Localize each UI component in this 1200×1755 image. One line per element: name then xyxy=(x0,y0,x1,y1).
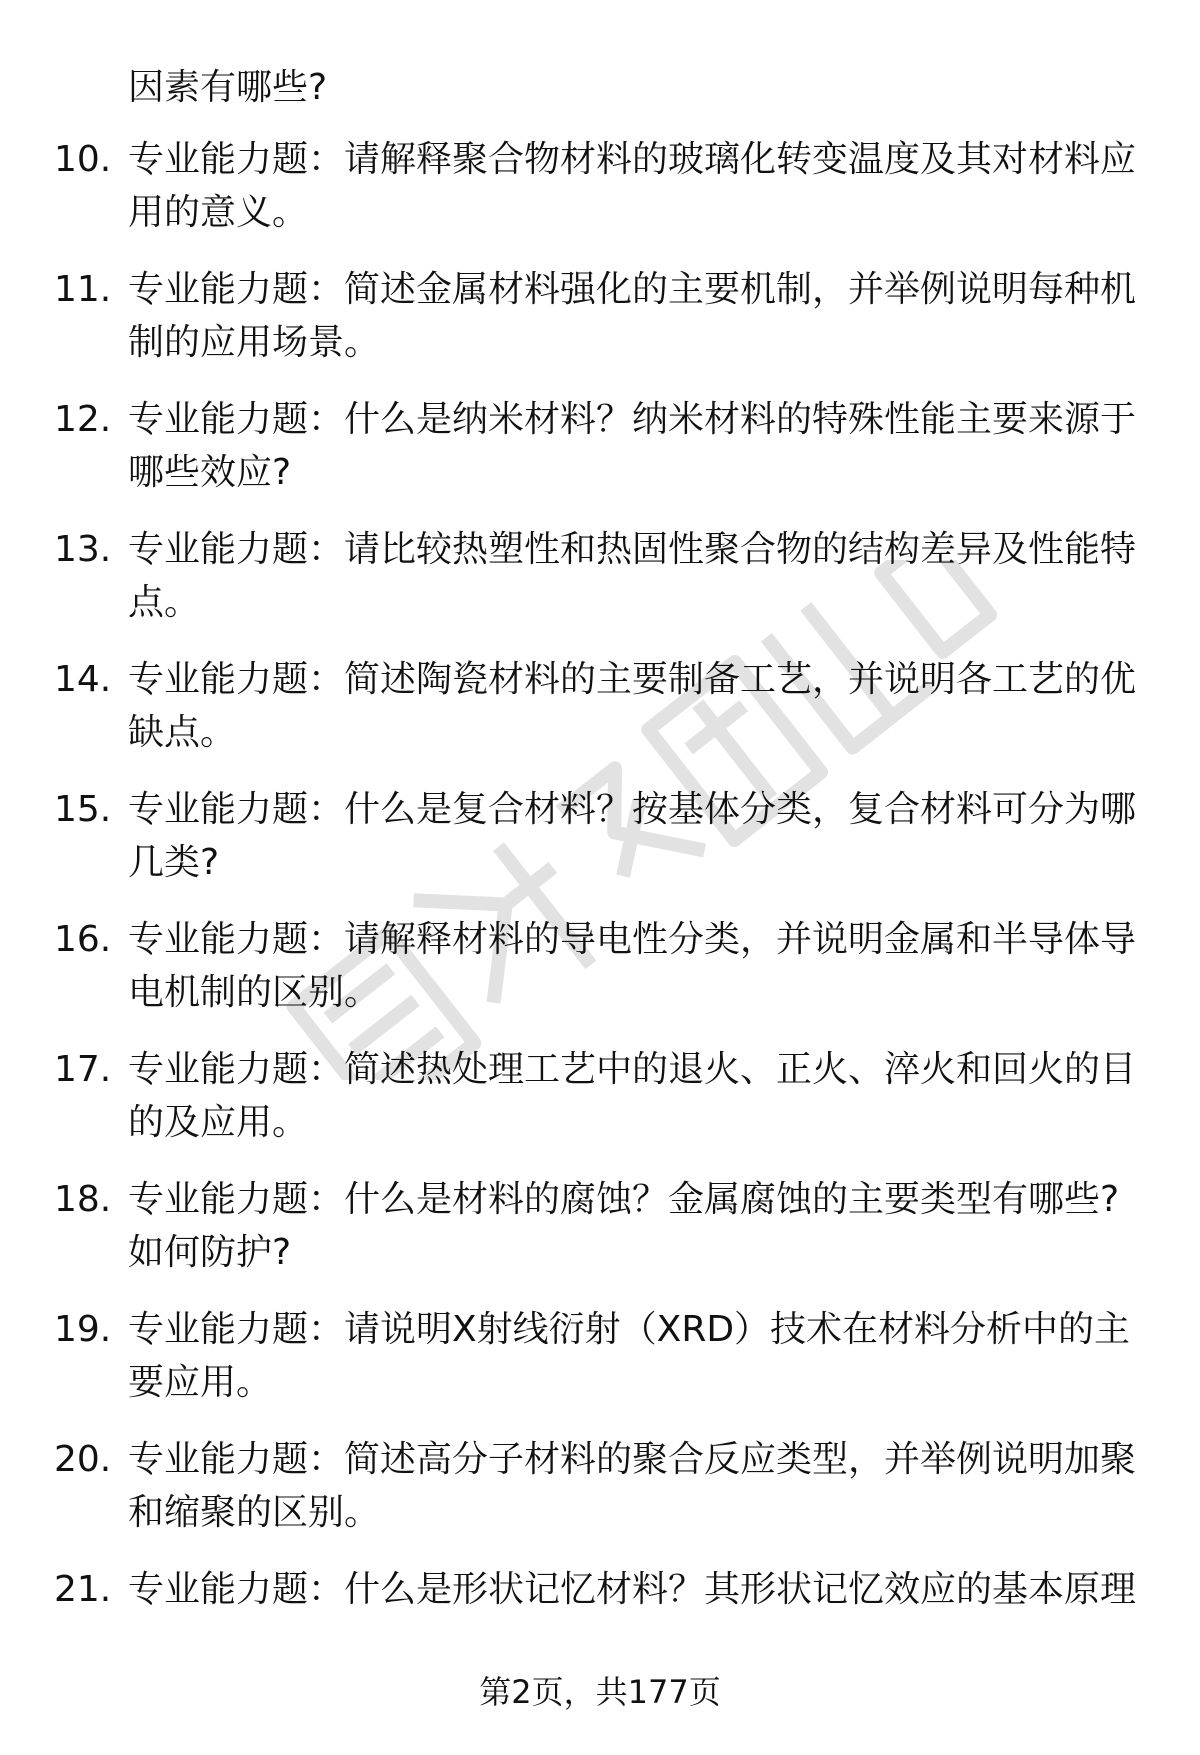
question-item xyxy=(0,260,1200,373)
question-item xyxy=(0,1430,1200,1543)
question-text xyxy=(128,260,1148,369)
question-number: 17. xyxy=(54,1049,112,1090)
question-line: 专业能力题：什么是复合材料？按基体分类，复合材料可分为哪 xyxy=(128,789,1137,830)
question-line: 和缩聚的区别。 xyxy=(128,1492,381,1533)
question-text xyxy=(128,1170,1148,1279)
question-line: 专业能力题：请比较热塑性和热固性聚合物的结构差异及性能特 xyxy=(128,529,1137,570)
question-line: 专业能力题：请说明X射线衍射（XRD）技术在材料分析中的主 xyxy=(128,1309,1131,1350)
question-item xyxy=(0,520,1200,633)
question-text xyxy=(128,650,1148,759)
question-item xyxy=(0,390,1200,503)
question-text xyxy=(128,910,1148,1019)
question-item xyxy=(0,1560,1200,1673)
question-number: 12. xyxy=(54,399,112,440)
question-text xyxy=(128,1560,1148,1616)
question-item xyxy=(0,1040,1200,1153)
question-line: 点。 xyxy=(128,582,201,623)
question-line: 电机制的区别。 xyxy=(128,972,381,1013)
question-number: 15. xyxy=(54,789,112,830)
question-list xyxy=(0,130,1200,1690)
question-item xyxy=(0,130,1200,243)
page-footer: 第2页，共177页 xyxy=(479,1673,721,1711)
question-line: 如何防护? xyxy=(128,1232,292,1273)
question-text xyxy=(128,780,1148,889)
question-item xyxy=(0,1170,1200,1283)
question-line: 缺点。 xyxy=(128,712,237,753)
question-line: 专业能力题：简述金属材料强化的主要机制，并举例说明每种机 xyxy=(128,269,1137,310)
question-text xyxy=(128,1300,1148,1409)
question-number: 11. xyxy=(54,269,112,310)
question-line: 专业能力题：什么是纳米材料？纳米材料的特殊性能主要来源于 xyxy=(128,399,1137,440)
question-line: 要应用。 xyxy=(128,1362,273,1403)
continuation-text: 因素有哪些? xyxy=(128,67,328,108)
question-number: 21. xyxy=(54,1569,112,1610)
question-item xyxy=(0,780,1200,893)
question-line: 专业能力题：请解释聚合物材料的玻璃化转变温度及其对材料应 xyxy=(128,139,1137,180)
question-item xyxy=(0,1300,1200,1413)
question-text xyxy=(128,1040,1148,1149)
question-text xyxy=(128,390,1148,499)
question-number: 10. xyxy=(54,139,112,180)
question-text xyxy=(128,1430,1148,1539)
question-line: 制的应用场景。 xyxy=(128,322,381,363)
question-line: 用的意义。 xyxy=(128,192,309,233)
question-number: 19. xyxy=(54,1309,112,1350)
question-line: 专业能力题：简述热处理工艺中的退火、正火、淬火和回火的目 xyxy=(128,1049,1137,1090)
question-line: 专业能力题：什么是形状记忆材料？其形状记忆效应的基本原理 xyxy=(128,1569,1137,1610)
question-item xyxy=(0,650,1200,763)
question-item xyxy=(0,910,1200,1023)
question-number: 14. xyxy=(54,659,112,700)
question-line: 专业能力题：请解释材料的导电性分类，并说明金属和半导体导 xyxy=(128,919,1137,960)
question-line: 哪些效应? xyxy=(128,452,292,493)
question-line: 几类? xyxy=(128,842,220,883)
question-text xyxy=(128,520,1148,629)
question-line: 专业能力题：简述陶瓷材料的主要制备工艺，并说明各工艺的优 xyxy=(128,659,1137,700)
question-number: 16. xyxy=(54,919,112,960)
question-line: 的及应用。 xyxy=(128,1102,309,1143)
question-number: 18. xyxy=(54,1179,112,1220)
question-number: 20. xyxy=(54,1439,112,1480)
question-number: 13. xyxy=(54,529,112,570)
question-text xyxy=(128,130,1148,239)
question-line: 专业能力题：什么是材料的腐蚀？金属腐蚀的主要类型有哪些? xyxy=(128,1179,1120,1220)
question-line: 专业能力题：简述高分子材料的聚合反应类型，并举例说明加聚 xyxy=(128,1439,1137,1480)
